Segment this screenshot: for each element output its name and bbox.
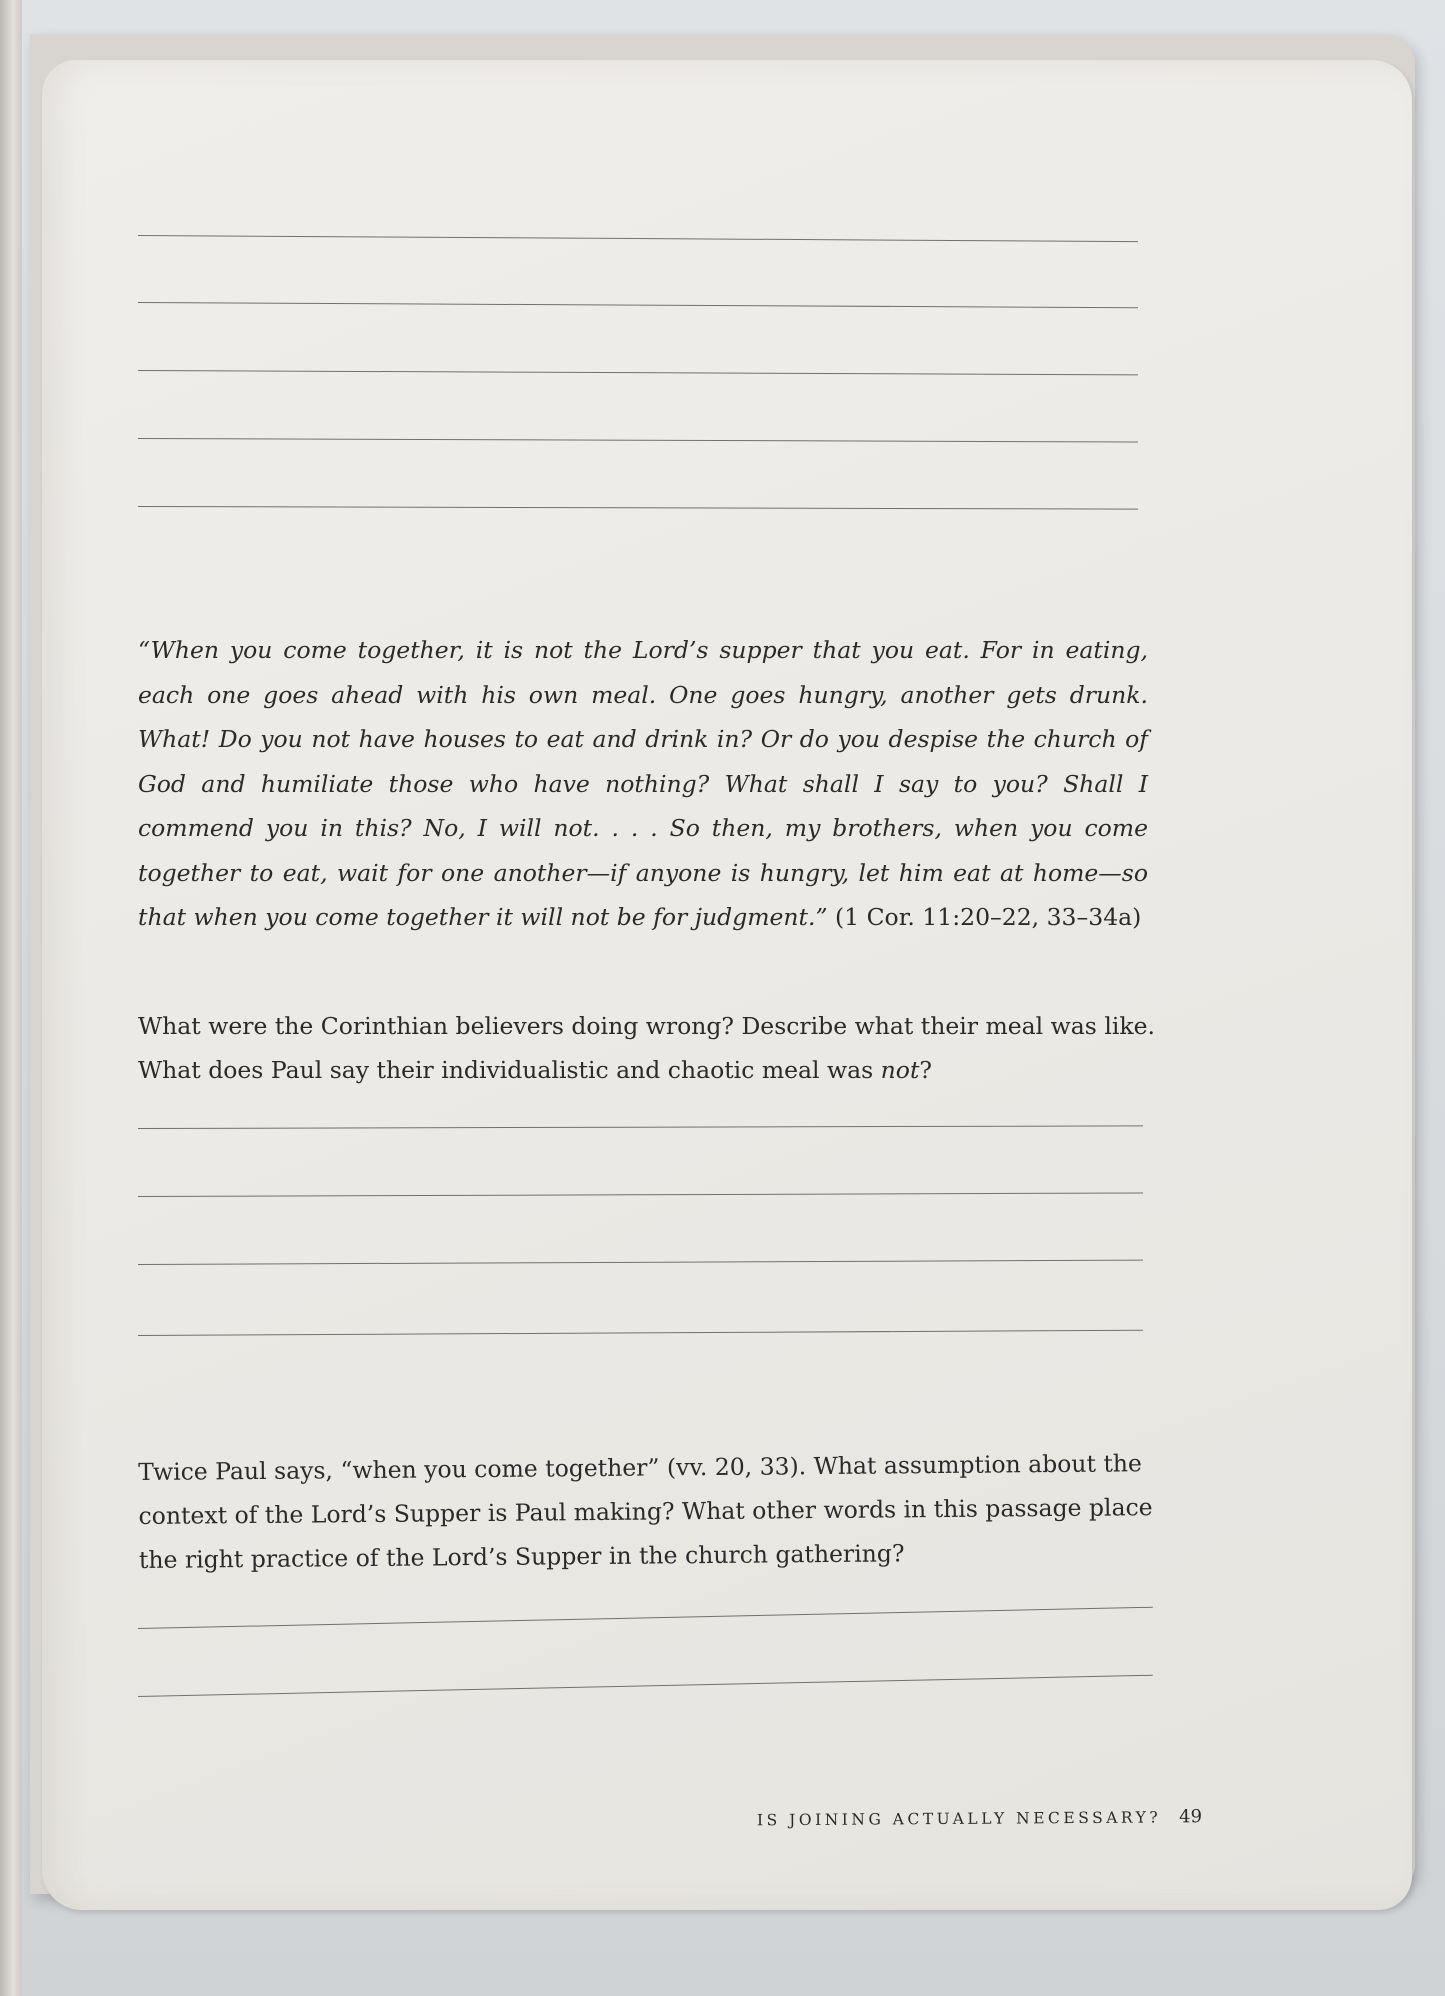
question-1 xyxy=(138,1004,1158,1092)
quote-text: “When you come together, it is not the Lord’s supper that you eat. For in eating, each one goes ahead with his own meal. One goes hungry, another gets drunk. What! Do you not have houses to eat and drink in? Or do you despise the church of God and humiliate those who have nothing? What shall I say to you? Shall I commend you in this? No, I will not. . . . So then, my brothers, when you come together to eat, wait for one another—if anyone is hungry, let him eat at home—so that when you come together it will not be for judgment.” xyxy=(138,636,1148,931)
page-stack xyxy=(30,34,1415,1894)
answer-line[interactable] xyxy=(138,506,1138,510)
answer-line[interactable] xyxy=(138,1330,1143,1336)
question-1-end: ? xyxy=(919,1056,933,1084)
answer-line[interactable] xyxy=(138,302,1138,308)
question-1-text: What were the Corinthian believers doing wrong? Describe what their meal was like. What does Paul say their individualistic and chaotic meal was xyxy=(138,1012,1155,1084)
answer-line[interactable] xyxy=(138,235,1138,242)
running-head: IS JOINING ACTUALLY NECESSARY? xyxy=(756,1808,1162,1830)
scripture-quote xyxy=(138,628,1148,940)
scripture-reference: (1 Cor. 11:20–22, 33–34a) xyxy=(834,903,1142,931)
page-footer xyxy=(682,1806,1202,1831)
answer-line[interactable] xyxy=(138,1675,1153,1697)
answer-line[interactable] xyxy=(138,1192,1143,1197)
answer-line[interactable] xyxy=(138,1607,1153,1629)
facing-page-edge xyxy=(0,0,22,1996)
answer-line[interactable] xyxy=(138,1260,1143,1265)
page-number: 49 xyxy=(1179,1806,1203,1828)
book-page xyxy=(42,60,1412,1910)
answer-line[interactable] xyxy=(138,370,1138,375)
answer-line[interactable] xyxy=(138,438,1138,442)
answer-line[interactable] xyxy=(138,1125,1143,1129)
question-2: Twice Paul says, “when you come together” (vv. 20, 33). What assumption about the context of the Lord’s Supper is Paul making? What other words in this passage place the right practice of the Lord’s Supper in the church gathering? xyxy=(138,1449,1153,1574)
question-1-emphasis: not xyxy=(880,1056,920,1084)
